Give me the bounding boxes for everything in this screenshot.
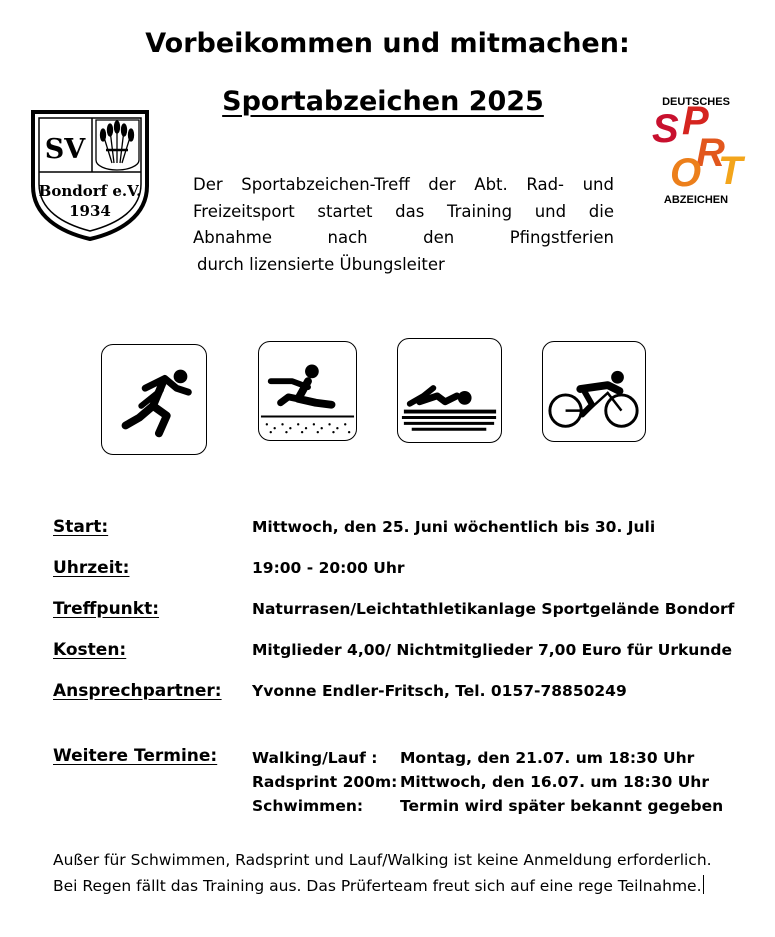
further-date-activity: Schwimmen: bbox=[252, 797, 364, 815]
long-jump-icon bbox=[258, 341, 357, 441]
deutsches-sportabzeichen-logo bbox=[646, 94, 746, 208]
costs-value: Mitglieder 4,00/ Nichtmitglieder 7,00 Euro für Urkunde bbox=[252, 641, 732, 659]
cycling-icon bbox=[542, 341, 646, 442]
intro-line: durch lizensierte Übungsleiter bbox=[197, 254, 445, 274]
meeting-point-value: Naturrasen/Leichtathletikanlage Sportgelände Bondorf bbox=[252, 600, 735, 618]
svg-text:R: R bbox=[696, 131, 725, 175]
contact-label: Ansprechpartner: bbox=[53, 681, 222, 701]
footer-line: Bei Regen fällt das Training aus. Das Prüferteam freut sich auf eine rege Teilnahme. bbox=[53, 877, 702, 895]
ds-top-text: DEUTSCHES bbox=[662, 96, 730, 108]
further-date-activity: Walking/Lauf : bbox=[252, 749, 378, 767]
meeting-point-label: Treffpunkt: bbox=[53, 599, 160, 619]
ds-bottom-text: ABZEICHEN bbox=[663, 194, 729, 206]
svg-text:T: T bbox=[718, 149, 743, 193]
start-value: Mittwoch, den 25. Juni wöchentlich bis 30. Juli bbox=[252, 518, 656, 536]
start-label: Start: bbox=[53, 517, 109, 537]
intro-line: Freizeitsport startet das Training und die bbox=[193, 201, 614, 221]
intro-text bbox=[193, 172, 614, 278]
swimming-icon bbox=[397, 338, 502, 443]
further-date-activity: Radsprint 200m: bbox=[252, 773, 398, 791]
footer-note bbox=[53, 847, 712, 899]
sv-name: Bondorf e.V. bbox=[38, 182, 142, 200]
running-icon bbox=[101, 344, 207, 455]
svg-text:O: O bbox=[670, 151, 702, 195]
svg-text:S: S bbox=[652, 107, 679, 151]
sv-letters: SV bbox=[44, 134, 86, 165]
svg-text:P: P bbox=[682, 99, 709, 143]
time-value: 19:00 - 20:00 Uhr bbox=[252, 559, 405, 577]
page-subtitle: Sportabzeichen 2025 bbox=[222, 86, 544, 117]
further-date-date: Mittwoch, den 16.07. um 18:30 Uhr bbox=[400, 773, 709, 791]
further-date-date: Termin wird später bekannt gegeben bbox=[400, 797, 724, 815]
sv-bondorf-logo bbox=[28, 108, 152, 242]
contact-value: Yvonne Endler-Fritsch, Tel. 0157-78850249 bbox=[252, 682, 627, 700]
intro-line: Der Sportabzeichen-Treff der Abt. Rad- und bbox=[193, 175, 614, 194]
costs-label: Kosten: bbox=[53, 640, 127, 660]
footer-line: Außer für Schwimmen, Radsprint und Lauf/Walking ist keine Anmeldung erforderlich. bbox=[53, 851, 712, 869]
time-label: Uhrzeit: bbox=[53, 558, 130, 578]
page-title: Vorbeikommen und mitmachen: bbox=[145, 28, 630, 59]
sv-year: 1934 bbox=[69, 202, 111, 220]
further-dates-label: Weitere Termine: bbox=[53, 746, 218, 766]
intro-line: Abnahme nach den Pfingstferien bbox=[193, 228, 614, 247]
further-date-date: Montag, den 21.07. um 18:30 Uhr bbox=[400, 749, 695, 767]
text-cursor bbox=[703, 875, 704, 894]
